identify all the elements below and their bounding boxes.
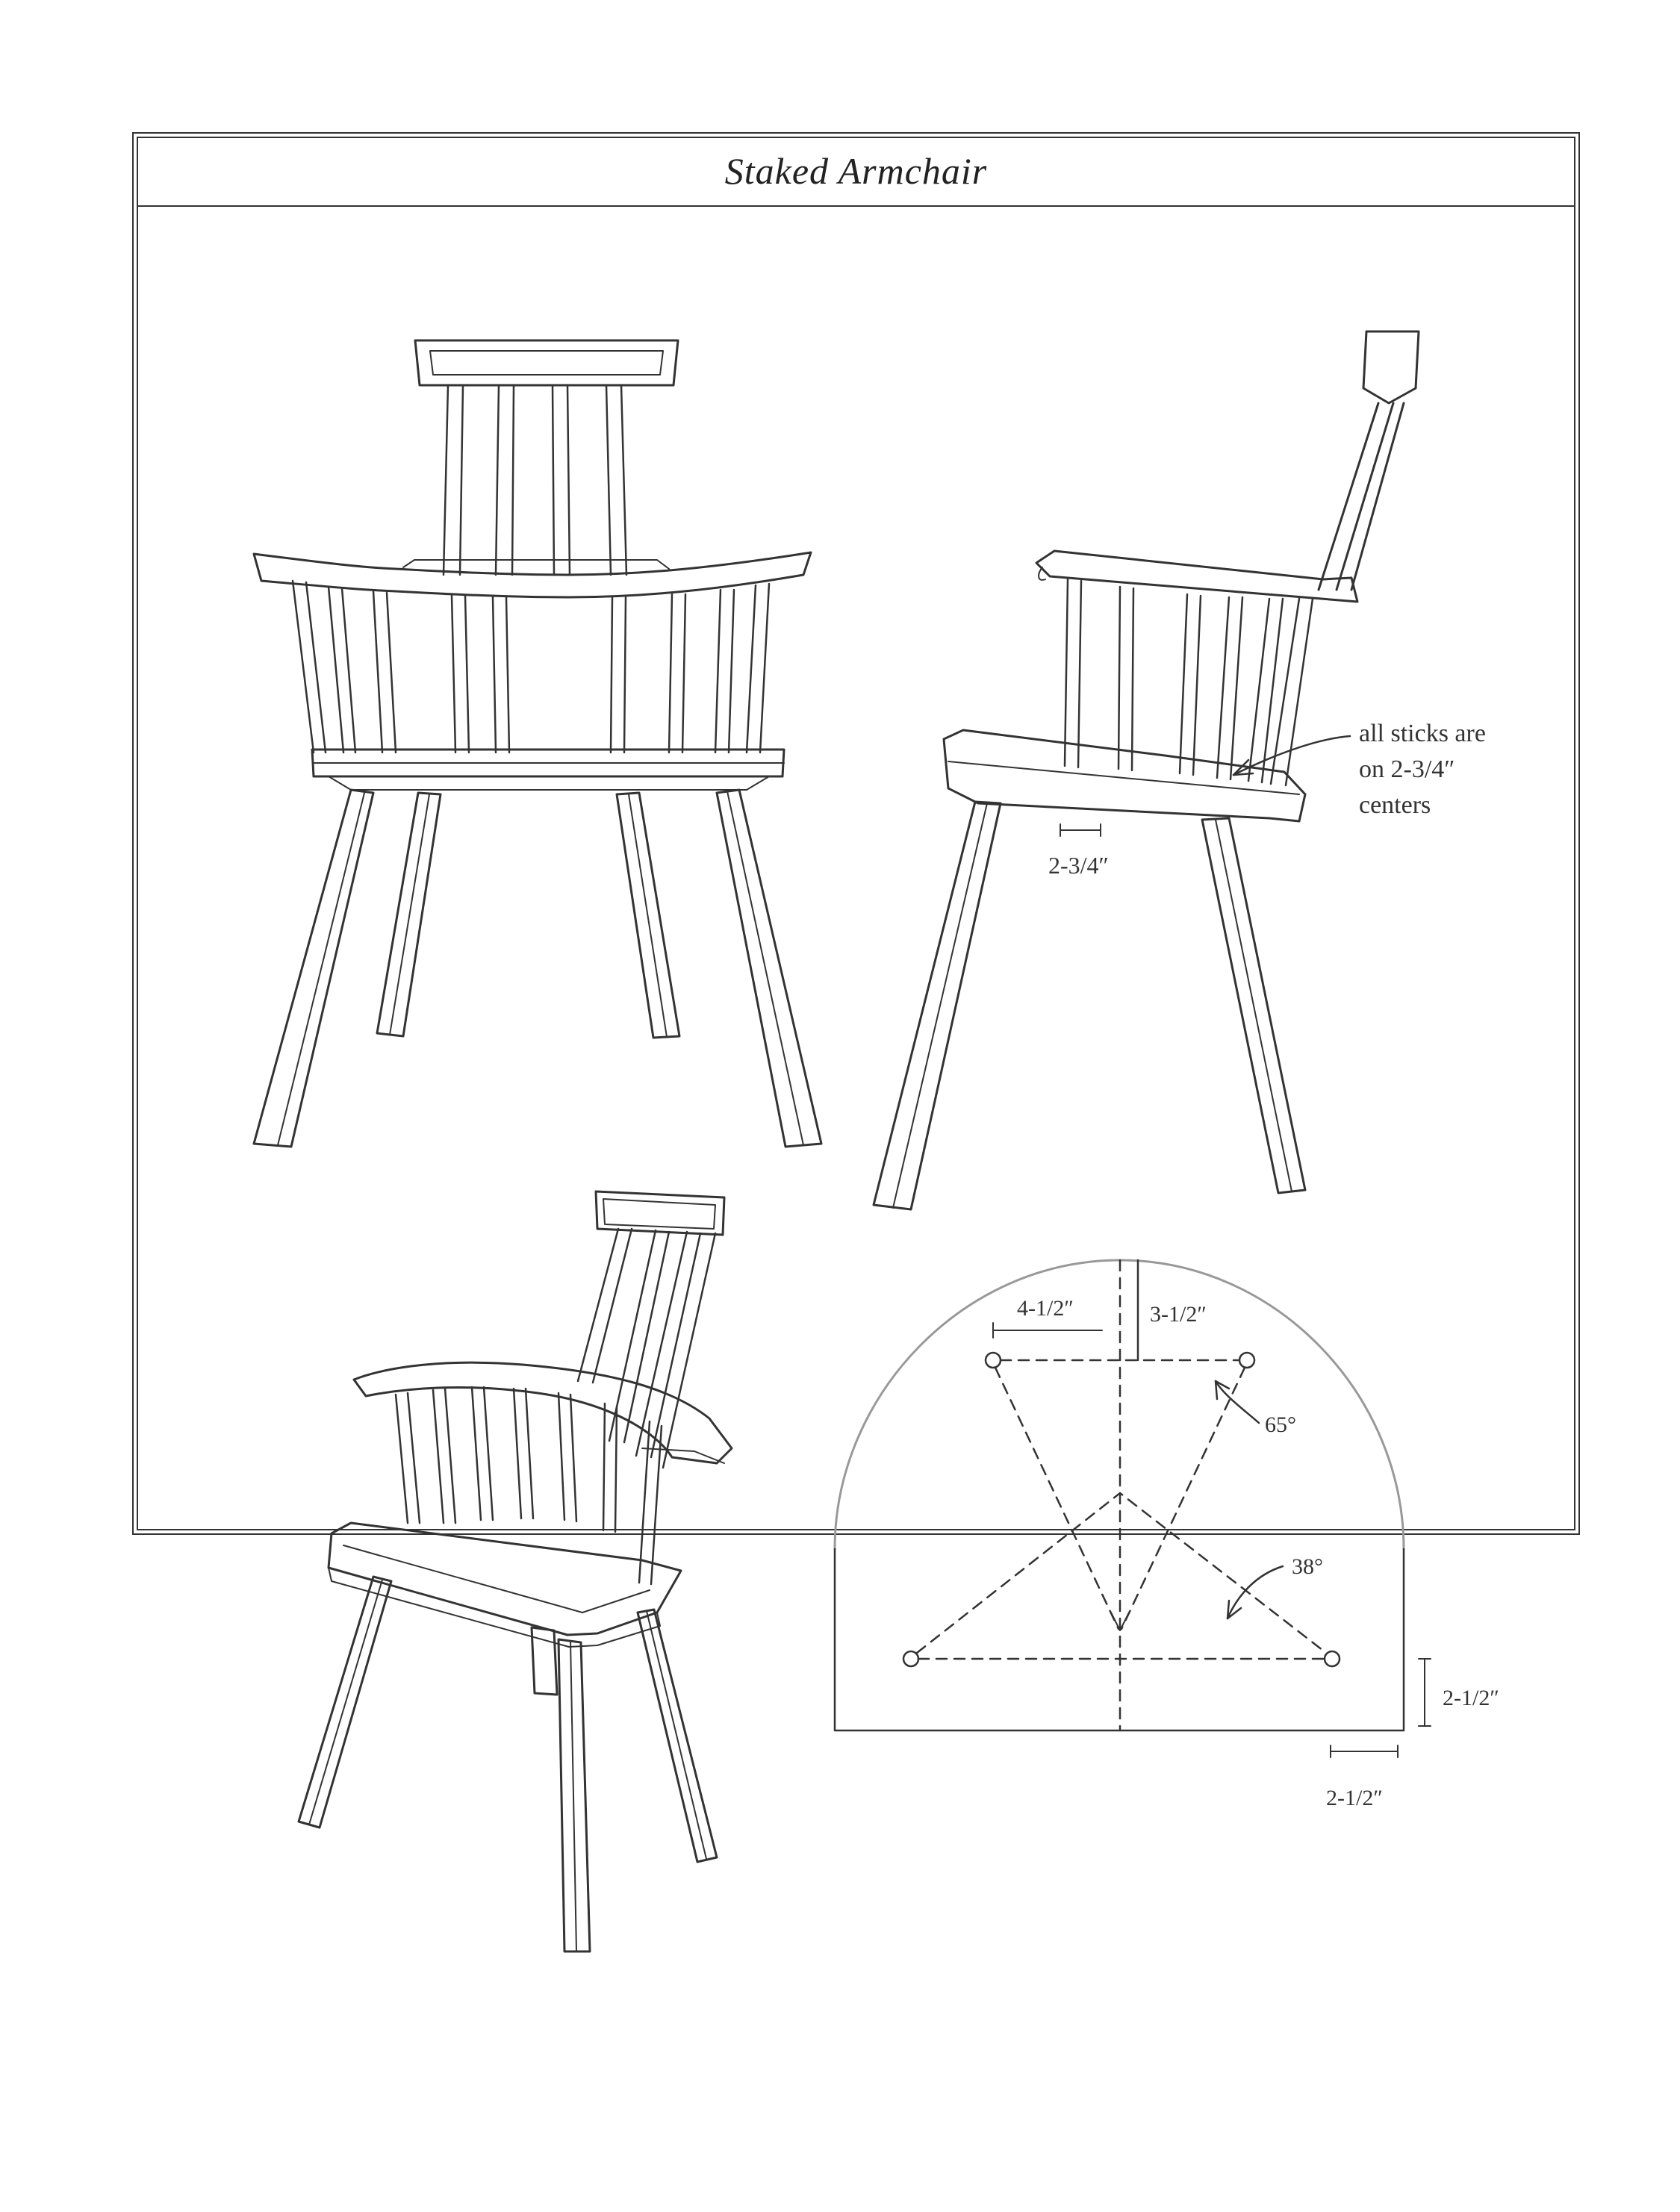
sticks-note-line3: centers bbox=[1359, 791, 1431, 819]
sticks-note-line2: on 2-3/4″ bbox=[1359, 755, 1455, 783]
sticks-note-line1: all sticks are bbox=[1359, 720, 1486, 747]
front-offset-dimension: 4-1/2″ bbox=[1017, 1296, 1074, 1321]
page-title: Staked Armchair bbox=[724, 150, 988, 192]
side-spacing-dimension: 2-3/4″ bbox=[1048, 852, 1109, 879]
front-depth-dimension: 3-1/2″ bbox=[1150, 1302, 1207, 1327]
front-angle-label: 65° bbox=[1265, 1412, 1296, 1437]
perspective-view-drawing bbox=[299, 1191, 732, 1951]
rear-offset-dimension: 2-1/2″ bbox=[1326, 1786, 1383, 1810]
seat-layout-diagram bbox=[835, 1260, 1431, 1757]
rear-angle-label: 38° bbox=[1292, 1554, 1323, 1579]
front-view-drawing bbox=[254, 340, 821, 1147]
side-view-drawing bbox=[874, 331, 1419, 1209]
rear-depth-dimension: 2-1/2″ bbox=[1443, 1686, 1499, 1710]
